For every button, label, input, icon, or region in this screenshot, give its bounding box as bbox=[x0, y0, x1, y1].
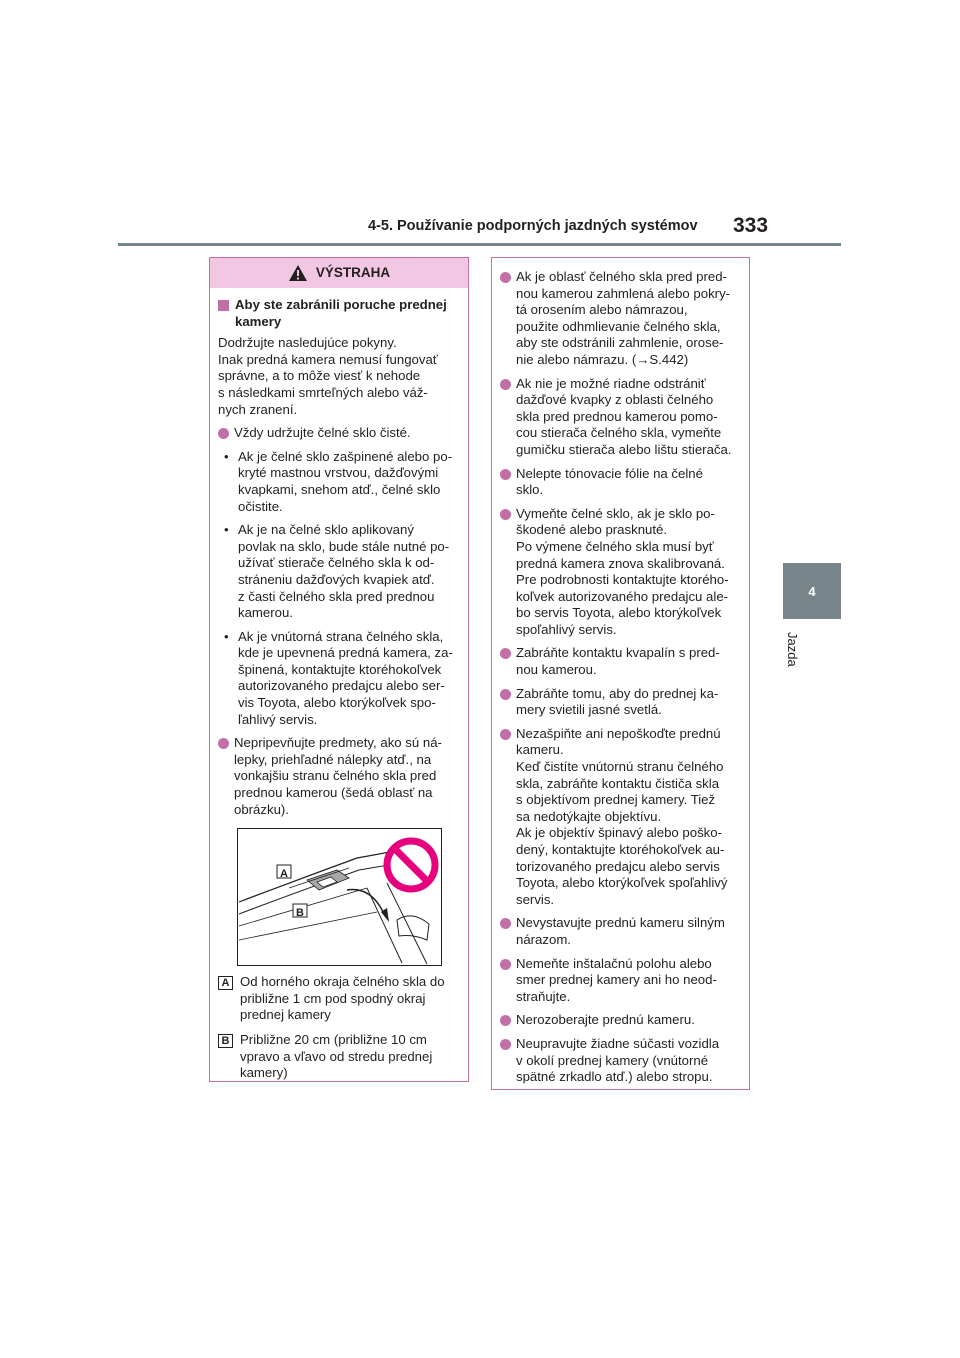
sub-item: • Ak je na čelné sklo aplikovaný povlak na sklo, bude stále nutné po- užívať stierače čelného skla k od- stráneniu dažďových kvapiek atď. z časti čelného skla pred prednou kamerou. bbox=[218, 522, 461, 622]
sub-item: • Ak je čelné sklo zašpinené alebo po- kryté mastnou vrstvou, dažďovými kvapkami, snehom atď., čelné sklo očistite. bbox=[218, 449, 461, 515]
legend-item: B Približne 20 cm (približne 10 cm vpravo a vľavo od stredu prednej kamery) bbox=[218, 1032, 461, 1082]
warning-heading: Aby ste zabránili poruche prednej kamery bbox=[218, 297, 461, 330]
bullet-item: Nemeňte inštalačnú polohu alebo smer prednej kamery ani ho neod- straňujte. bbox=[500, 956, 742, 1006]
chapter-label: Jazda bbox=[785, 632, 800, 667]
right-items bbox=[500, 262, 742, 1086]
page-number: 333 bbox=[733, 214, 769, 237]
bullet-item: Nerozoberajte prednú kameru. bbox=[500, 1012, 742, 1029]
bullet-item: Zabráňte tomu, aby do prednej ka- mery svietili jasné svetlá. bbox=[500, 686, 742, 719]
legend-badge: A bbox=[218, 976, 233, 990]
windshield-illustration bbox=[237, 828, 442, 966]
chapter-number: 4 bbox=[808, 583, 816, 599]
bullet-item: Nevystavujte prednú kameru silným nárazom. bbox=[500, 915, 742, 948]
section-title: 4-5. Používanie podporných jazdných systémov bbox=[368, 218, 698, 234]
warning-box bbox=[209, 257, 469, 1082]
bullet-item: Ak je oblasť čelného skla pred pred- nou kamerou zahmlená alebo pokry- tá orosením alebo námrazou, použite odhmlievanie čelného skla, aby ste odstránili zahmlenie, orose- nie alebo námrazu. (→S.442) bbox=[500, 269, 742, 369]
legend-badge: B bbox=[218, 1034, 233, 1048]
bullet-item: Ak nie je možné riadne odstrániť dažďové kvapky z oblasti čelného skla pred prednou kamerou pomo- cou stierača čelného skla, vymeňte gumičku stierača alebo lištu stierača. bbox=[500, 376, 742, 459]
left-items bbox=[218, 425, 461, 818]
figure-label-b: B bbox=[296, 907, 304, 920]
bullet-item: Vymeňte čelné sklo, ak je sklo po- škodené alebo prasknuté. Po výmene čelného skla musí byť predná kamera znova skalibrovaná. Pre podrobnosti kontaktujte ktorého- koľvek autorizovaného predajcu ale- bo servis Toyota, alebo ktorýkoľvek spoľahlivý servis. bbox=[500, 506, 742, 639]
bullet-item: Neupravujte žiadne súčasti vozidla v okolí prednej kamery (vnútorné spätné zrkadlo atď.) alebo stropu. bbox=[500, 1036, 742, 1086]
header-divider bbox=[118, 243, 841, 246]
bullet-item: Nepripevňujte predmety, ako sú ná- lepky, priehľadné nálepky atď., na vonkajšiu stranu čelného skla pred prednou kamerou (šedá oblasť na obrázku). bbox=[218, 735, 461, 818]
bullet-item: Nezašpiňte ani nepoškoďte prednú kameru. Keď čistíte vnútornú stranu čelného skla, zabráňte kontaktu čističa skla s objektívom prednej kamery. Tiež sa nedotýkajte objektívu. Ak je objektív špinavý alebo poško- dený, kontaktujte ktoréhokoľvek au- torizovaného predajcu alebo servis Toyota, alebo ktorýkoľvek spoľahlivý servis. bbox=[500, 726, 742, 909]
warning-title: VÝSTRAHA bbox=[315, 264, 391, 280]
sub-item: • Ak je vnútorná strana čelného skla, kde je upevnená predná kamera, za- špinená, kontaktujte ktoréhokoľvek autorizovaného predajcu alebo ser- vis Toyota, alebo ktorýkoľvek spo- ľahlivý servis. bbox=[218, 629, 461, 729]
warning-triangle-icon bbox=[288, 264, 308, 282]
warning-box-continued bbox=[491, 257, 750, 1090]
chapter-tab[interactable] bbox=[783, 563, 841, 619]
windshield-figure bbox=[237, 828, 442, 966]
bullet-item: Nelepte tónovacie fólie na čelné sklo. bbox=[500, 466, 742, 499]
bullet-item: Vždy udržujte čelné sklo čisté. bbox=[218, 425, 461, 442]
warning-content bbox=[218, 292, 461, 1082]
legend-item: A Od horného okraja čelného skla do približne 1 cm pod spodný okraj prednej kamery bbox=[218, 974, 461, 1024]
figure-label-a: A bbox=[280, 868, 288, 881]
warning-intro: Dodržujte nasledujúce pokyny. Inak predná kamera nemusí fungovať správne, a to môže viesť k nehode s následkami smrteľných alebo váž- nych zranení. bbox=[218, 335, 438, 417]
bullet-item: Zabráňte kontaktu kvapalín s pred- nou kamerou. bbox=[500, 645, 742, 678]
warning-header bbox=[210, 258, 468, 288]
figure-legend bbox=[218, 974, 461, 1082]
